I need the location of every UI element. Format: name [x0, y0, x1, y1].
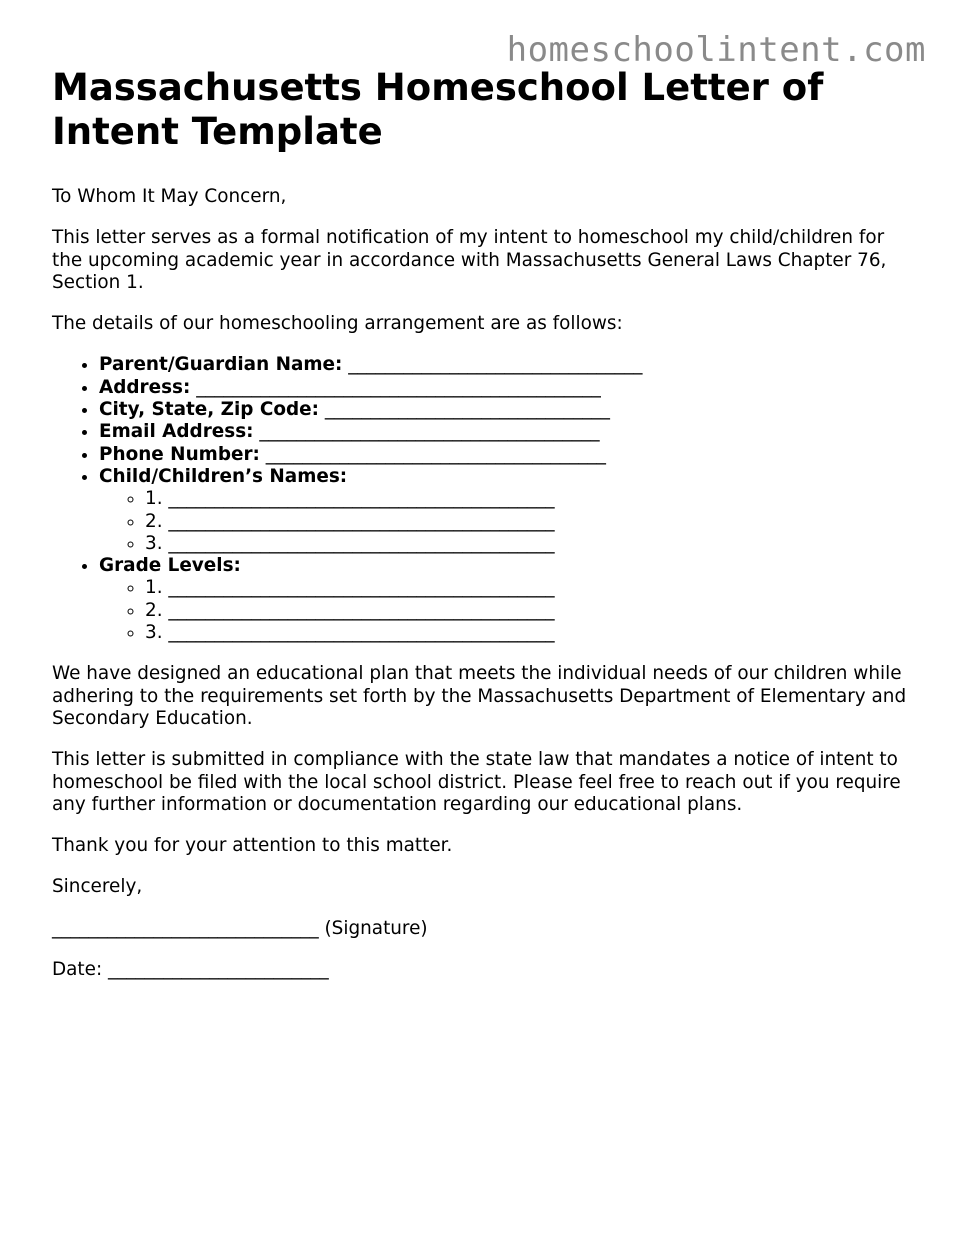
field-label: Parent/Guardian Name: — [99, 354, 343, 376]
closing-line: Sincerely, — [52, 876, 143, 898]
thanks-line: Thank you for your attention to this matter. — [52, 835, 453, 857]
sublist-item: ◦ 2. __________________________________________ — [145, 511, 912, 533]
list-item-grade-levels — [99, 555, 912, 644]
sublist-item: ◦ 3. __________________________________________ — [145, 622, 912, 644]
plan-paragraph: We have designed an educational plan that meets the individual needs of our children while adhering to the requirements set forth by the Massachusetts Department of Elementary and Secondary Education. — [52, 663, 907, 729]
grades-sublist — [99, 577, 912, 644]
list-item-address — [99, 377, 912, 399]
intro-paragraph: This letter serves as a formal notification of my intent to homeschool my child/children for the upcoming academic year in accordance with Massachusetts General Laws Chapter 76, Section 1. — [52, 227, 887, 293]
field-blank: ________________________________ — [348, 354, 643, 376]
letter-document — [52, 66, 912, 1000]
details-list — [52, 354, 912, 644]
document-title: Massachusetts Homeschool Letter of Intent Template — [52, 66, 824, 153]
compliance-paragraph: This letter is submitted in compliance with the state law that mandates a notice of intent to homeschool be filed with the local school district. Please feel free to reach out if you require any further information or documentation regarding our educational plans. — [52, 749, 901, 815]
sublist-item: ◦ 1. __________________________________________ — [145, 577, 912, 599]
list-item-phone — [99, 444, 912, 466]
details-intro: The details of our homeschooling arrangement are as follows: — [52, 313, 623, 335]
children-sublist — [99, 488, 912, 555]
sublist-item: ◦ 2. __________________________________________ — [145, 600, 912, 622]
field-label: Child/Children’s Names: — [99, 465, 348, 487]
field-label: City, State, Zip Code: — [99, 399, 319, 421]
field-blank: _____________________________________ — [265, 443, 606, 465]
list-item-email — [99, 421, 912, 443]
field-blank: _______________________________ — [324, 399, 610, 421]
sublist-item: ◦ 3. __________________________________________ — [145, 533, 912, 555]
greeting: To Whom It May Concern, — [52, 186, 287, 207]
field-label: Phone Number: — [99, 443, 260, 465]
list-item-city-state-zip — [99, 399, 912, 421]
list-item-parent-name — [99, 354, 912, 376]
field-blank: _____________________________________ — [259, 421, 600, 443]
list-item-children-names — [99, 466, 912, 555]
field-label: Grade Levels: — [99, 555, 241, 577]
sublist-item: ◦ 1. __________________________________________ — [145, 488, 912, 510]
date-line: Date: ________________________ — [52, 959, 329, 981]
field-label: Email Address: — [99, 421, 254, 443]
signature-line: _____________________________ (Signature) — [52, 917, 428, 939]
field-label: Address: — [99, 376, 191, 398]
watermark: homeschoolintent.com — [506, 30, 926, 70]
field-blank: ____________________________________________ — [196, 376, 601, 398]
